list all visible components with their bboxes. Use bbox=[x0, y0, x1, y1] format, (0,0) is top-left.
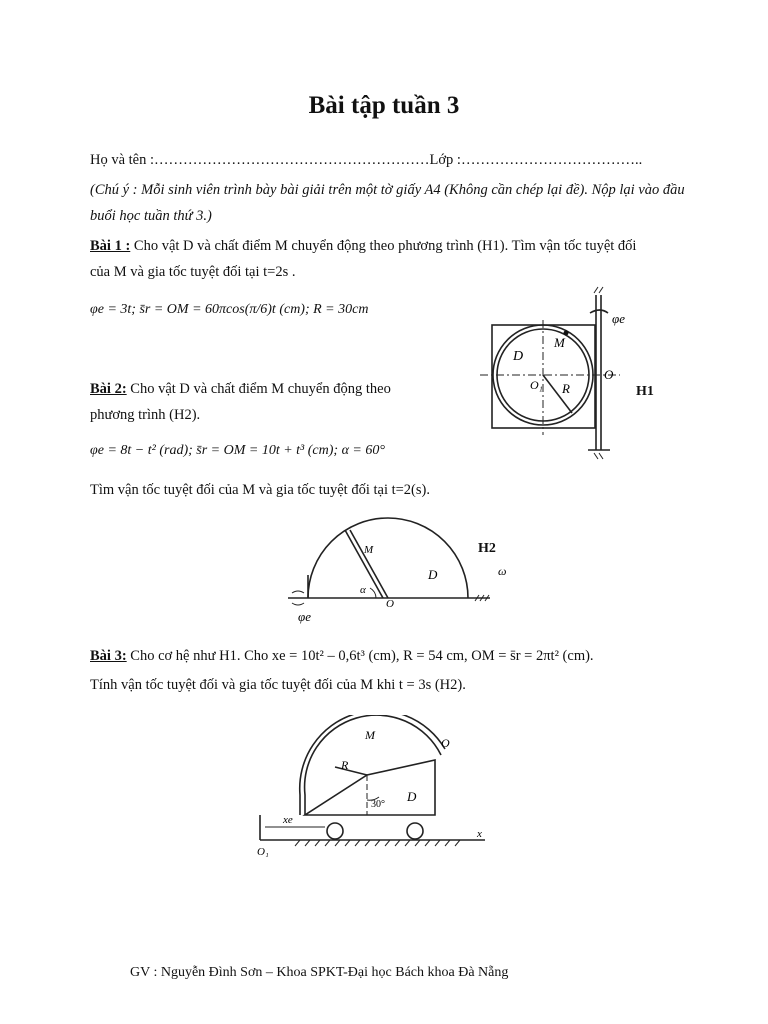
h2-m-mark: M bbox=[364, 544, 374, 556]
exercise-1-line2: của M và gia tốc tuyệt đối tại t=2s . bbox=[90, 264, 296, 280]
exercise-2-text: Cho vật D và chất điểm M chuyển động theo bbox=[130, 381, 391, 397]
h3-r-mark: R bbox=[341, 758, 349, 772]
figure-h2 bbox=[280, 515, 510, 630]
h1-r-mark: R bbox=[562, 381, 570, 396]
h2-phi-mark: φe bbox=[298, 609, 311, 624]
h1-o1-mark: O₁ bbox=[530, 378, 543, 392]
h3-o1-mark: O₁ bbox=[257, 846, 269, 858]
exercise-1-label: Bài 1 : bbox=[90, 238, 131, 254]
h3-m-mark: M bbox=[365, 728, 375, 742]
h1-o-mark: O bbox=[604, 367, 614, 382]
h2-d-mark: D bbox=[428, 567, 438, 582]
figure-h2-label: H2 bbox=[478, 541, 496, 556]
exercise-2-label: Bài 2: bbox=[90, 381, 127, 397]
page-title: Bài tập tuần 3 bbox=[308, 92, 460, 119]
figure-h1 bbox=[480, 285, 630, 460]
exercise-3-label: Bài 3: bbox=[90, 648, 127, 664]
exercise-1-text: Cho vật D và chất điểm M chuyển động theo phương trình (H1). Tìm vận tốc tuyệt đối bbox=[133, 238, 637, 254]
submission-note: (Chú ý : Mỗi sinh viên trình bày bài giải trên một tờ giấy A4 (Không cần chép lại đề). Nộp lại vào đầu buổi học tuần thứ 3.) bbox=[90, 182, 685, 224]
exercise-1-line1 bbox=[90, 233, 636, 259]
h3-xe-mark: xe bbox=[283, 814, 293, 826]
h2-omega-mark: ω bbox=[498, 564, 507, 578]
exercise-3-text: Cho cơ hệ như H1. Cho xe = 10t² – 0,6t³ (cm), R = 54 cm, OM = s̄r = 2πt² (cm). bbox=[130, 648, 594, 664]
exercise-2-formula: φe = 8t − t² (rad); s̄r = OM = 10t + t³ (cm); α = 60° bbox=[90, 443, 385, 458]
exercise-3-line2: Tính vận tốc tuyệt đối và gia tốc tuyệt đối của M khi t = 3s (H2). bbox=[90, 677, 466, 693]
h3-angle-mark: 30° bbox=[371, 799, 385, 810]
footer-credit: GV : Nguyễn Đình Sơn – Khoa SPKT-Đại học Bách khoa Đà Nẵng bbox=[130, 965, 509, 980]
h1-phi-mark: φe bbox=[612, 311, 625, 326]
h3-o-mark: O bbox=[441, 736, 450, 750]
figure-h1-label: H1 bbox=[636, 384, 654, 399]
h2-alpha-mark: α bbox=[360, 584, 366, 596]
exercise-2-question: Tìm vận tốc tuyệt đối của M và gia tốc tuyệt đối tại t=2(s). bbox=[90, 482, 430, 498]
h2-o-mark: O bbox=[386, 598, 394, 610]
exercise-2-line2: phương trình (H2). bbox=[90, 407, 201, 423]
h1-m-mark: M bbox=[554, 335, 565, 350]
exercise-2-line1 bbox=[90, 376, 391, 402]
exercise-1-formula: φe = 3t; s̄r = OM = 60πcos(π/6)t (cm); R = 30cm bbox=[90, 302, 369, 317]
h3-x-mark: x bbox=[477, 828, 482, 840]
h1-d-mark: D bbox=[513, 349, 524, 364]
exercise-3-line1 bbox=[90, 643, 594, 669]
figure-h3 bbox=[255, 715, 495, 860]
student-info-line: Họ và tên :…………………………………………………Lớp :……………………………….. bbox=[90, 152, 643, 168]
h3-d-mark: D bbox=[407, 789, 417, 804]
